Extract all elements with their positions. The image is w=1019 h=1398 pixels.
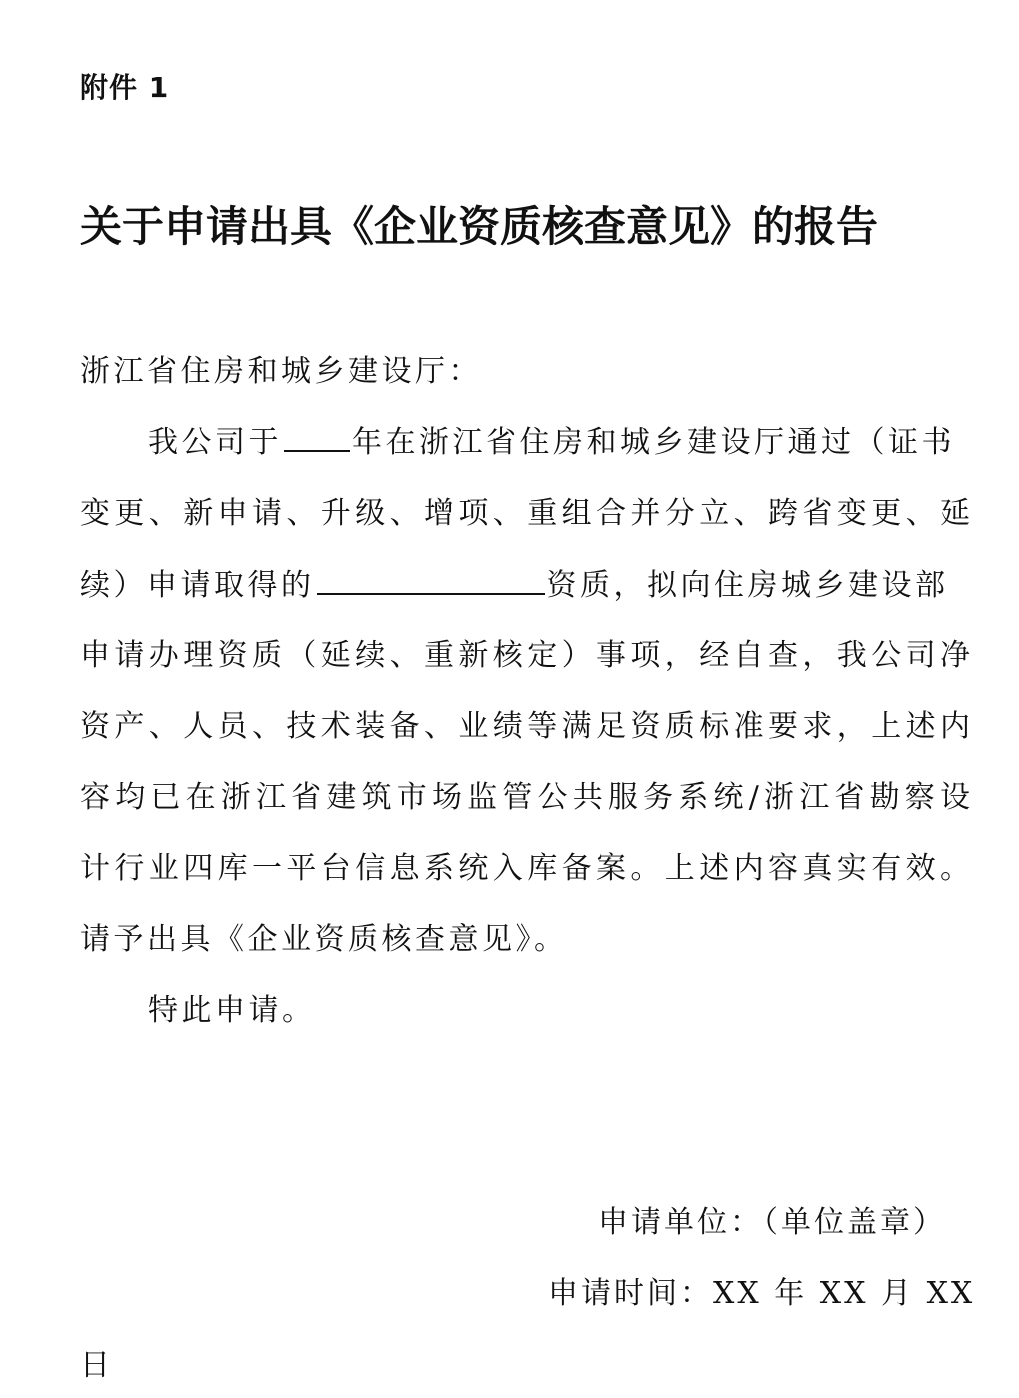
body-line-1-suffix: 年在浙江省住房和城乡建设厅通过（证书 (352, 425, 955, 460)
body-line-5: 资产、人员、技术装备、业绩等满足资质标准要求，上述内 (80, 709, 970, 744)
document-title: 关于申请出具《企业资质核查意见》的报告 (80, 202, 879, 251)
body-line-1 (80, 422, 970, 463)
body-line-6: 容均已在浙江省建筑市场监管公共服务系统/浙江省勘察设 (80, 780, 970, 815)
body-line-1-prefix: 我公司于 (148, 425, 282, 460)
body-line-7: 计行业四库一平台信息系统入库备案。上述内容真实有效。 (80, 851, 970, 886)
attachment-label: 附件 1 (80, 71, 170, 104)
application-date-tail: 日 (80, 1348, 113, 1383)
application-date: 申请时间：XX 年 XX 月 XX (548, 1276, 976, 1311)
salutation: 浙江省住房和城乡建设厅： (80, 354, 482, 389)
closing-line: 特此申请。 (148, 993, 316, 1028)
body-line-3-suffix: 资质，拟向住房城乡建设部 (546, 568, 949, 603)
qualification-blank (317, 565, 545, 595)
body-line-4: 申请办理资质（延续、重新核定）事项，经自查，我公司净 (80, 638, 970, 673)
year-blank (284, 422, 350, 452)
body-line-3-prefix: 续）申请取得的 (80, 568, 315, 603)
body-line-8: 请予出具《企业资质核查意见》。 (80, 922, 568, 957)
applicant-unit: 申请单位：（单位盖章） (598, 1205, 946, 1240)
body-line-2: 变更、新申请、升级、增项、重组合并分立、跨省变更、延 (80, 496, 970, 531)
body-line-3 (80, 565, 970, 606)
